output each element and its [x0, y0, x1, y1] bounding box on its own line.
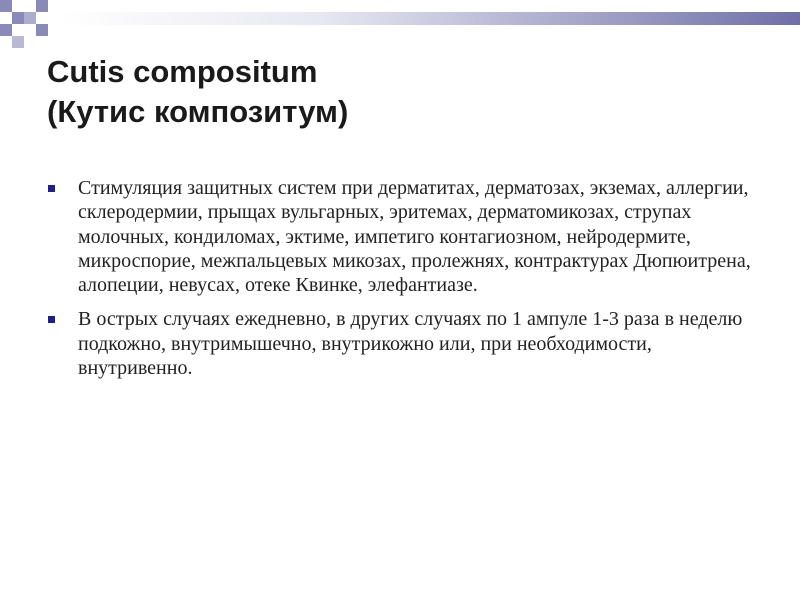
decorative-square: [12, 12, 24, 24]
bullet-text: Стимуляция защитных систем при дерматитах, дерматозах, экземах, аллергии, склеродермии, прыщах вульгарных, эритемах, дерматомикозах, струпах молочных, кондиломах, эктиме, импетиго контагиозном, нейродермите, микроспорие, межпальцевых микозах, пролежнях, контрактурах Дюпюитрена, алопеции, невусах, отеке Квинке, элефантиазе.: [78, 177, 751, 297]
slide-title-line-2: (Кутис композитум): [47, 94, 349, 129]
slide-title-line-1: Cutis compositum: [47, 54, 318, 89]
decorative-square: [36, 24, 48, 36]
decorative-square: [0, 24, 12, 36]
bullet-square-icon: [48, 185, 55, 192]
decorative-square: [0, 0, 12, 12]
bullet-list: [48, 176, 768, 390]
bullet-text: В острых случаях ежедневно, в других случаях по 1 ампуле 1-3 раза в неделю подкожно, внутримышечно, внутрикожно или, при необходимости, внутривенно.: [78, 308, 743, 380]
decorative-square: [36, 0, 48, 12]
header-gradient-bar: [60, 12, 800, 25]
bullet-item: [48, 307, 768, 380]
slide-title: [47, 52, 348, 132]
decorative-header-band: [0, 0, 800, 48]
bullet-square-icon: [48, 316, 55, 323]
decorative-square: [24, 12, 36, 24]
bullet-item: [48, 176, 768, 297]
decorative-square: [12, 36, 24, 48]
